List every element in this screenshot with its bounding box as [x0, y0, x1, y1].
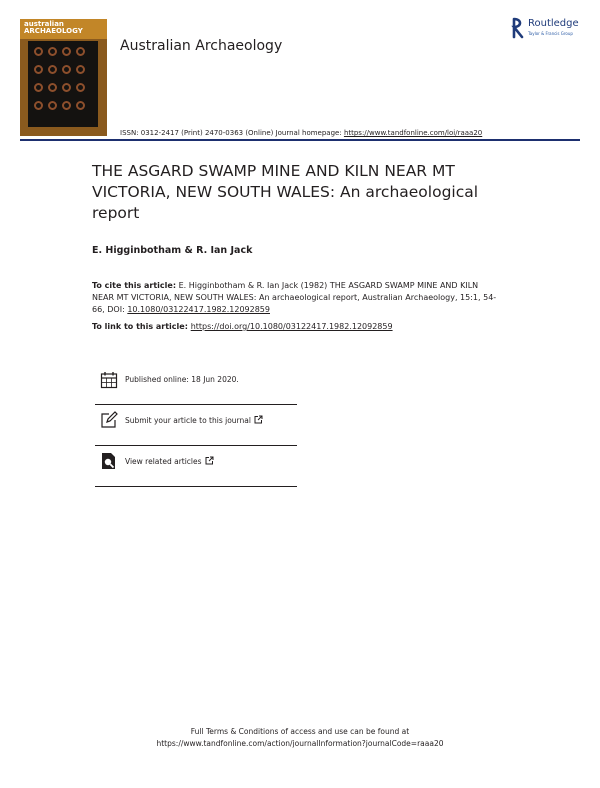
- artifact-ring: [34, 65, 43, 74]
- calendar-icon: [100, 371, 118, 389]
- submit-article-link[interactable]: [125, 415, 263, 425]
- submit-article-text: Submit your article to this journal: [125, 416, 251, 425]
- submit-article-item[interactable]: [95, 408, 297, 448]
- publisher-logo: [511, 17, 591, 41]
- footer: [100, 726, 500, 750]
- footer-terms: Full Terms & Conditions of access and use can be found at: [190, 727, 410, 736]
- publisher-tagline: Taylor & Francis Group: [528, 31, 573, 36]
- doi-link[interactable]: 10.1080/03122417.1982.12092859: [127, 305, 270, 314]
- cover-title-line1: australian: [24, 20, 64, 28]
- article-authors: E. Higginbotham & R. Ian Jack: [92, 245, 253, 256]
- cover-title-line2: ARCHAEOLOGY: [24, 27, 83, 35]
- cite-label: To cite this article:: [92, 281, 177, 290]
- related-articles-item[interactable]: [95, 449, 297, 489]
- article-link-line: [92, 322, 393, 331]
- artifact-ring: [34, 47, 43, 56]
- artifact-ring: [76, 65, 85, 74]
- external-link-icon: [254, 415, 263, 424]
- artifact-ring: [48, 47, 57, 56]
- artifact-ring: [48, 101, 57, 110]
- artifact-ring: [76, 47, 85, 56]
- edit-icon: [100, 411, 118, 429]
- artifact-ring: [34, 83, 43, 92]
- footer-url[interactable]: https://www.tandfonline.com/action/journalInformation?journalCode=raaa20: [156, 739, 444, 748]
- related-articles-text: View related articles: [125, 457, 202, 466]
- cover-artifact-panel: [28, 41, 98, 127]
- published-online-item: [95, 368, 297, 408]
- article-title: THE ASGARD SWAMP MINE AND KILN NEAR MT VICTORIA, NEW SOUTH WALES: An archaeological report: [92, 162, 479, 222]
- link-label: To link to this article:: [92, 322, 191, 331]
- journal-homepage-link[interactable]: https://www.tandfonline.com/loi/raaa20: [343, 129, 483, 137]
- info-separator: [95, 404, 297, 405]
- article-doi-url[interactable]: https://doi.org/10.1080/03122417.1982.12092859: [190, 322, 393, 331]
- info-separator: [95, 445, 297, 446]
- journal-cover: [20, 19, 107, 136]
- issn-line: [120, 129, 482, 137]
- publisher-name: Routledge: [528, 18, 579, 29]
- cover-title: [24, 21, 104, 35]
- cite-text: E. Higginbotham & R. Ian Jack (1982) THE ASGARD SWAMP MINE AND KILN NEAR MT VICTORIA, NEW SOUTH WALES: An archaeological report, Australian Archaeology, 15:1, 54-66, DOI:: [92, 281, 497, 314]
- header-rule: [20, 139, 580, 141]
- artifact-ring: [62, 47, 71, 56]
- artifact-ring: [48, 83, 57, 92]
- search-document-icon: [100, 452, 118, 470]
- routledge-mark-icon: [511, 17, 525, 39]
- artifact-ring: [76, 101, 85, 110]
- artifact-ring: [62, 83, 71, 92]
- journal-name: Australian Archaeology: [120, 38, 283, 54]
- artifact-ring: [34, 101, 43, 110]
- citation-block: [92, 280, 502, 316]
- artifact-ring: [62, 101, 71, 110]
- issn-text: ISSN: 0312-2417 (Print) 2470-0363 (Online) Journal homepage:: [120, 129, 344, 137]
- related-articles-link[interactable]: [125, 456, 214, 466]
- info-separator: [95, 486, 297, 487]
- artifact-ring: [48, 65, 57, 74]
- published-online-text: Published online: 18 Jun 2020.: [125, 375, 239, 384]
- external-link-icon: [205, 456, 214, 465]
- artifact-ring: [62, 65, 71, 74]
- artifact-ring: [76, 83, 85, 92]
